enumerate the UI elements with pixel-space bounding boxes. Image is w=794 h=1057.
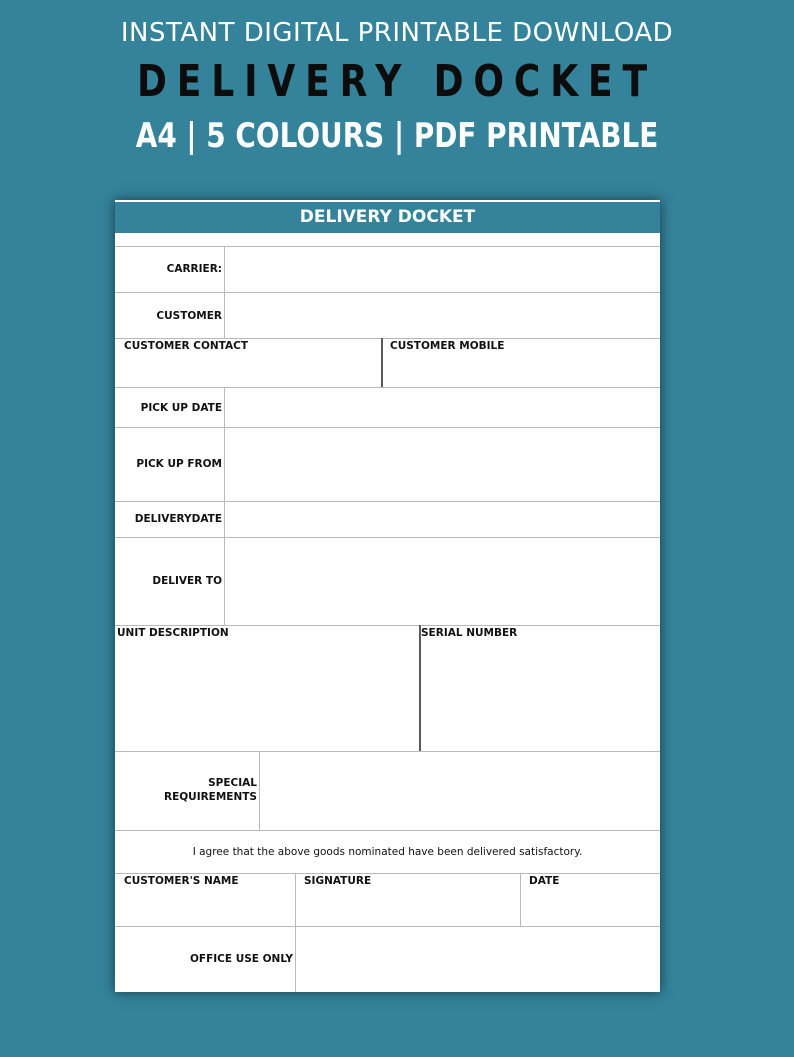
special-requirements-label-line2: REQUIREMENTS <box>163 791 257 803</box>
unit-description-label: UNIT DESCRIPTION <box>117 627 229 639</box>
row-divider <box>115 501 660 502</box>
row-divider <box>115 387 660 388</box>
signature-label: SIGNATURE <box>304 875 372 887</box>
banner-title: DELIVERY DOCKET <box>136 56 657 107</box>
customers-name-label: CUSTOMER'S NAME <box>124 875 239 887</box>
col-divider <box>224 387 225 625</box>
col-divider <box>259 751 260 830</box>
row-divider <box>115 873 660 874</box>
docket-form <box>115 200 660 992</box>
row-divider <box>115 427 660 428</box>
banner-format: A4 | 5 COLOURS | PDF PRINTABLE <box>135 116 659 156</box>
pick-up-date-label: PICK UP DATE <box>140 402 222 414</box>
carrier-label: CARRIER: <box>166 263 222 275</box>
row-divider <box>115 246 660 247</box>
customer-mobile-label: CUSTOMER MOBILE <box>390 340 505 352</box>
row-divider <box>115 830 660 831</box>
row-divider <box>115 292 660 293</box>
row-divider <box>115 751 660 752</box>
col-divider <box>224 246 225 338</box>
row-divider <box>115 537 660 538</box>
customer-label: CUSTOMER <box>156 310 222 322</box>
col-divider <box>295 873 296 992</box>
banner-subtitle: INSTANT DIGITAL PRINTABLE DOWNLOAD <box>120 18 674 48</box>
col-divider <box>381 338 383 387</box>
row-divider <box>115 926 660 927</box>
serial-number-label: SERIAL NUMBER <box>421 627 518 639</box>
pick-up-from-label: PICK UP FROM <box>136 458 222 470</box>
agreement-statement: I agree that the above goods nominated have been delivered satisfactory. <box>192 846 583 858</box>
row-divider <box>115 338 660 339</box>
col-divider <box>419 625 421 751</box>
office-use-only-label: OFFICE USE ONLY <box>189 953 293 965</box>
col-divider <box>520 873 521 926</box>
date-label: DATE <box>529 875 560 887</box>
row-divider <box>115 625 660 626</box>
form-title: DELIVERY DOCKET <box>115 202 660 233</box>
delivery-date-label: DELIVERYDATE <box>134 513 222 525</box>
customer-contact-label: CUSTOMER CONTACT <box>124 340 249 352</box>
deliver-to-label: DELIVER TO <box>152 575 222 587</box>
special-requirements-label-line1: SPECIAL <box>208 777 257 789</box>
